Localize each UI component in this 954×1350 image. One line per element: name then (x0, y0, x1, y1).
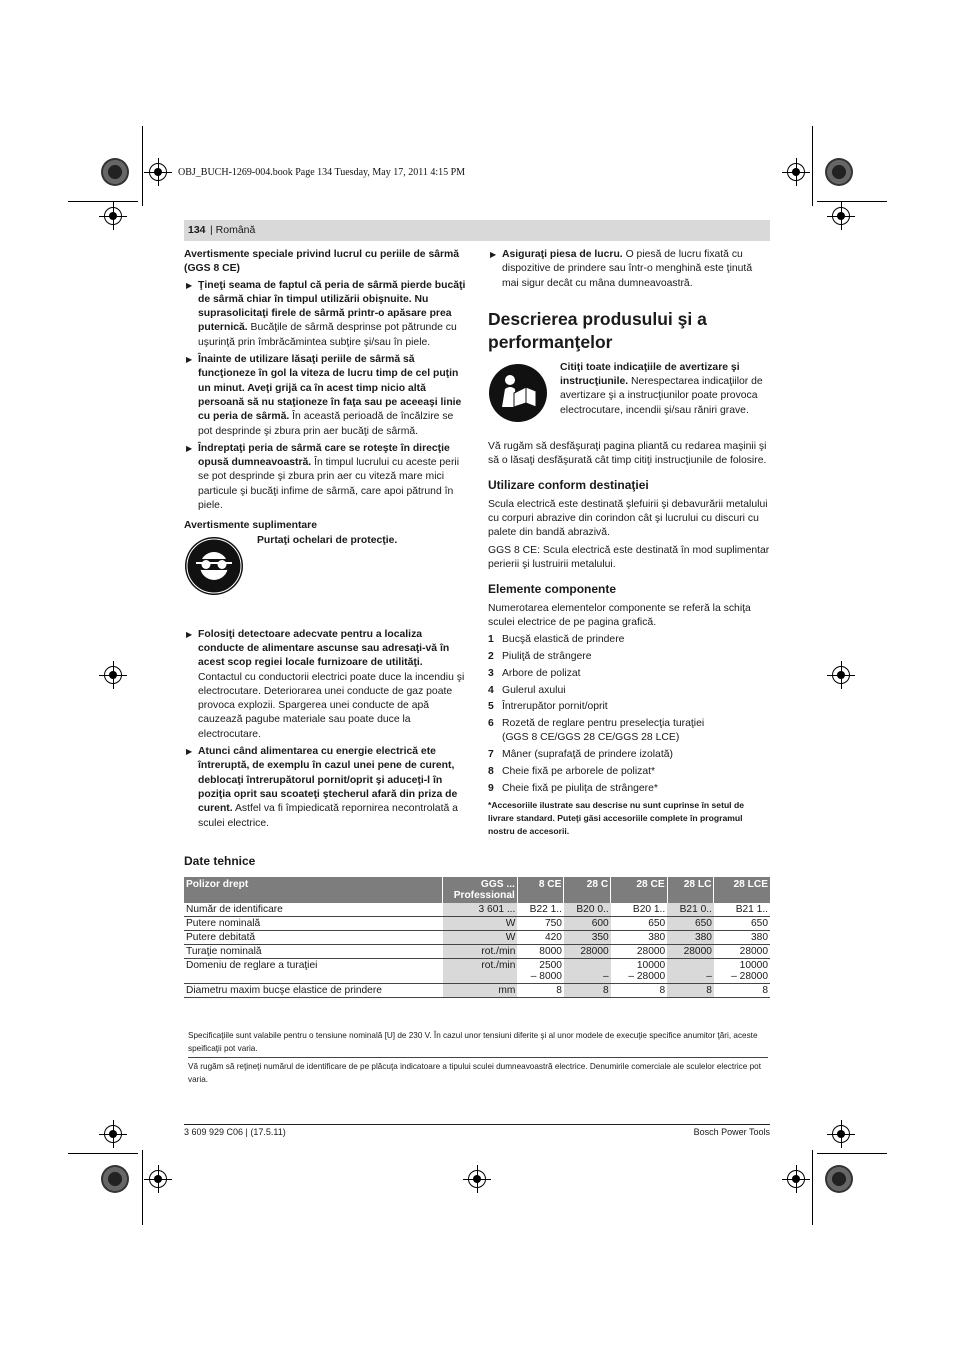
cell: 350 (564, 931, 611, 945)
warning-item (184, 279, 466, 350)
arrow-bullet-icon: ▶ (490, 250, 497, 259)
cell: 28000 (611, 945, 668, 959)
item-text: Mâner (suprafaţă de prindere izolată) (502, 749, 673, 761)
list-item (488, 650, 770, 664)
cell: B21 1.. (714, 903, 770, 917)
row-label: Număr de identificare (184, 903, 443, 917)
list-item (488, 667, 770, 681)
registration-disc (101, 158, 129, 186)
cell: 380 (611, 931, 668, 945)
row-unit: 3 601 ... (443, 903, 518, 917)
crosshair-mark (782, 158, 810, 186)
column-header: 8 CE (517, 877, 564, 903)
cell: 28000 (564, 945, 611, 959)
warning-item (184, 628, 466, 742)
table-row (184, 903, 770, 917)
warning-text: Bucăţile de sârmă desprinse pot pătrunde cu uşurinţă prin îmbrăcămintea subţire şi/sau în piele. (198, 322, 457, 348)
list-item (488, 700, 770, 714)
table-header-row (184, 877, 770, 903)
row-unit: rot./min (443, 945, 518, 959)
warning-text: Contactul cu conductorii electrici poate duce la incendiu şi electrocutare. Deteriorarea unei conducte de gaz poate provoca explozii. Spargerea unei conducte de apă cauzează pagube materiale sau poate duce la electrocutare. (198, 671, 465, 740)
table-footnote: Vă rugăm să reţineţi numărul de identificare de pe plăcuţa indicatoare a tipului sculei dumneavoastră electrice. Denumirile comerciale ale sculelor electrice pot varia. (188, 1062, 761, 1084)
crosshair-mark (463, 1165, 491, 1193)
row-label: Putere nominală (184, 917, 443, 931)
footer-right: Bosch Power Tools (693, 1127, 770, 1137)
item-number: 1 (488, 634, 494, 646)
components-intro: Numerotarea elementelor componente se referă la schiţa sculei electrice de pe pagina grafică. (488, 602, 751, 628)
warning-text: În această perioadă de încălzire se pot desprinde şi zbura prin aer bucăţi de sârmă. (198, 411, 454, 437)
cell: B22 1.. (517, 903, 564, 917)
item-text: Arbore de polizat (502, 667, 581, 679)
cell: 28000 (714, 945, 770, 959)
cell: – (564, 959, 611, 984)
column-header: 28 C (564, 877, 611, 903)
arrow-bullet-icon: ▶ (186, 443, 193, 453)
warning-item (184, 442, 466, 513)
table-row (184, 945, 770, 959)
row-unit: W (443, 931, 518, 945)
cell: 8 (564, 984, 611, 998)
warning-text: O piesă de lucru fixată cu dispozitive de prindere sau într-o menghină este ţinută mai sigur decât cu mâna dumneavoastră. (502, 249, 753, 289)
column-header: 28 CE (611, 877, 668, 903)
arrow-bullet-icon: ▶ (186, 747, 193, 757)
table-row (184, 931, 770, 945)
item-number: 4 (488, 684, 494, 696)
item-number: 9 (488, 782, 494, 794)
table-row (184, 984, 770, 998)
warning-bold: Folosiţi detectoare adecvate pentru a localiza conducte de alimentare ascunse sau adresaţi-vă în acest scop regiei locale furnizoare de utilităţi. (198, 628, 450, 669)
cell: 600 (564, 917, 611, 931)
list-item (488, 765, 770, 779)
crosshair-mark (782, 1165, 810, 1193)
tech-data-table (184, 877, 770, 998)
cell: 8 (714, 984, 770, 998)
warning-item (488, 248, 770, 291)
item-text: Cheie fixă pe piuliţa de strângere* (502, 782, 658, 794)
cell: 380 (714, 931, 770, 945)
item-number: 7 (488, 749, 494, 761)
accessories-note: *Accesoriile ilustrate sau descrise nu sunt cuprinse în setul de livrare standard. Puteţi găsi accesoriile complete în programul nostru de accesorii. (488, 800, 744, 837)
left-column (184, 248, 466, 831)
item-number: 5 (488, 701, 494, 713)
crosshair-mark (827, 202, 855, 230)
row-label: Domeniu de reglare a turaţiei (184, 959, 443, 984)
warning-text: În timpul lucrului cu aceste perii se pot desprinde şi zbura prin aer cu viteză mare mici particule şi bucăţi infime de sârmă, care apoi pătrund în piele. (198, 457, 460, 512)
registration-disc (825, 158, 853, 186)
footer-left: 3 609 929 C06 | (17.5.11) (184, 1127, 286, 1137)
language-label: | Română (210, 224, 256, 236)
crosshair-mark (827, 661, 855, 689)
cell: 420 (517, 931, 564, 945)
row-label: Diametru maxim bucşe elastice de prindere (184, 984, 443, 998)
cell: 8000 (517, 945, 564, 959)
unfold-note: Vă rugăm să desfăşuraţi pagina pliantă cu redarea maşinii şi să o lăsaţi desfăşurată cât timp citiţi instrucţiunile de folosire. (488, 440, 767, 467)
item-text: Gulerul axului (502, 684, 566, 696)
cell: 650 (611, 917, 668, 931)
item-number: 6 (488, 718, 494, 730)
trim-line (817, 1153, 887, 1154)
cell: 10000 – 28000 (611, 959, 668, 984)
item-number: 3 (488, 667, 494, 679)
registration-disc (825, 1165, 853, 1193)
read-manual-row (488, 361, 770, 435)
tech-data-title: Date tehnice (184, 854, 256, 868)
list-item (488, 717, 770, 746)
table-row (184, 959, 770, 984)
column-header: 28 LCE (714, 877, 770, 903)
crosshair-mark (144, 158, 172, 186)
arrow-bullet-icon: ▶ (186, 629, 193, 639)
crosshair-mark (99, 1120, 127, 1148)
page-header (184, 220, 770, 241)
item-text: Piuliţă de strângere (502, 650, 592, 662)
goggles-row (184, 536, 466, 628)
crosshair-mark (827, 1120, 855, 1148)
section-title: Avertismente speciale privind lucrul cu periile de sârmă (GGS 8 CE) (184, 249, 460, 275)
trim-line (142, 126, 143, 206)
warning-item (184, 745, 466, 831)
column-header: GGS ... Professional (443, 877, 518, 903)
footer-rule (184, 1124, 770, 1125)
subheading-intended-use: Utilizare conform destinaţiei (488, 478, 649, 493)
table-row (184, 917, 770, 931)
section-heading: Descrierea produsului şi a performanţelor (488, 308, 707, 352)
components-list (488, 633, 770, 796)
row-unit: rot./min (443, 959, 518, 984)
subheading-components: Elemente componente (488, 582, 617, 597)
warning-bold: Îndreptaţi peria de sârmă care se roteşte în direcţie opusă dumneavoastră. (198, 442, 450, 469)
registration-disc (101, 1165, 129, 1193)
warning-bold: Ţineţi seama de faptul că peria de sârmă pierde bucăţi de sârmă chiar în timpul utilizării obişnuite. Nu suprasolicitaţi firele de sârmă printr-o apăsare prea puternică. (198, 279, 466, 334)
cell: B21 0.. (667, 903, 714, 917)
warning-item (184, 353, 466, 439)
cell: 8 (611, 984, 668, 998)
read-manual-bold: Citiţi toate indicaţiile de avertizare şi instrucţiunile. (560, 361, 740, 388)
crosshair-mark (99, 661, 127, 689)
row-label: Turaţie nominală (184, 945, 443, 959)
item-text: Rozetă de reglare pentru preselecţia turaţiei (GGS 8 CE/GGS 28 CE/GGS 28 LCE) (502, 718, 705, 744)
warning-text: Astfel va fi împiedicată repornirea necontrolată a sculei electrice. (198, 803, 458, 829)
item-number: 8 (488, 766, 494, 778)
column-header: Polizor drept (184, 877, 443, 903)
read-manual-text (560, 361, 770, 418)
cell: 650 (714, 917, 770, 931)
item-text: Bucşă elastică de prindere (502, 634, 625, 646)
list-item (488, 684, 770, 698)
item-text: Întrerupător pornit/oprit (502, 701, 608, 713)
item-text: Cheie fixă pe arborele de polizat* (502, 766, 656, 778)
cell: 8 (667, 984, 714, 998)
cell: B20 1.. (611, 903, 668, 917)
page-number: 134 (188, 224, 206, 236)
trim-line (812, 1150, 813, 1225)
trim-line (142, 1150, 143, 1225)
cell: – (667, 959, 714, 984)
read-manual-icon (488, 363, 548, 423)
warning-bold: Atunci când alimentarea cu energie electrică ete întreruptă, de exemplu în cazul unei pene de curent, deblocaţi întrerupătorul pornit/oprit şi aduceţi-l în poziţia oprit sau scoateţi ştecherul afară din priza de curent. (198, 746, 458, 815)
row-label: Putere debitată (184, 931, 443, 945)
print-slug: OBJ_BUCH-1269-004.book Page 134 Tuesday, May 17, 2011 4:15 PM (178, 167, 466, 178)
cell: 8 (517, 984, 564, 998)
right-column (488, 248, 770, 838)
table-footnote: Specificaţiile sunt valabile pentru o tensiune nominală [U] de 230 V. În cazul unor tensiuni diferite şi al unor modele de execuţie specifice anumitor ţări, aceste speificaţii pot varia. (188, 1029, 768, 1058)
safety-goggles-icon (184, 536, 244, 596)
trim-line (68, 201, 138, 202)
column-header: 28 LC (667, 877, 714, 903)
read-manual-body: Nerespectarea indicaţiilor de avertizare şi a instrucţiunilor poate provoca electrocutare, incendii şi/sau răniri grave. (560, 376, 763, 416)
warning-bold: Asiguraţi piesa de lucru. (502, 249, 623, 260)
trim-line (812, 126, 813, 206)
cell: 10000 – 28000 (714, 959, 770, 984)
item-number: 2 (488, 650, 494, 662)
crosshair-mark (144, 1165, 172, 1193)
crosshair-mark (99, 202, 127, 230)
intended-use-text: Scula electrică este destinată şlefuirii şi debavurării metalului cu corpuri abrazive din corindon cât şi lucrului cu discuri cu palete din bandă abrazivă. (488, 498, 768, 539)
cell: 2500 – 8000 (517, 959, 564, 984)
list-item (488, 633, 770, 647)
list-item (488, 782, 770, 796)
cell: 28000 (667, 945, 714, 959)
row-unit: mm (443, 984, 518, 998)
warning-bold: Înainte de utilizare lăsaţi periile de sârmă să funcţioneze în gol la viteza de lucru timp de cel puţin un minut. Aveţi grijă ca în acest timp nicio altă persoană să nu staţioneze în faţa sau pe aceeaşi linie cu peria de sârmă. (198, 354, 462, 423)
trim-line (68, 1153, 138, 1154)
cell: 380 (667, 931, 714, 945)
cell: B20 0.. (564, 903, 611, 917)
goggles-caption: Purtaţi ochelari de protecţie. (257, 534, 398, 546)
trim-line (817, 201, 887, 202)
cell: 650 (667, 917, 714, 931)
intended-use-text: GGS 8 CE: Scula electrică este destinată în mod suplimentar perierii şi lustruirii metalului. (488, 544, 770, 570)
arrow-bullet-icon: ▶ (186, 280, 193, 290)
section-title: Avertismente suplimentare (184, 520, 318, 532)
list-item (488, 748, 770, 762)
row-unit: W (443, 917, 518, 931)
arrow-bullet-icon: ▶ (186, 355, 193, 365)
cell: 750 (517, 917, 564, 931)
